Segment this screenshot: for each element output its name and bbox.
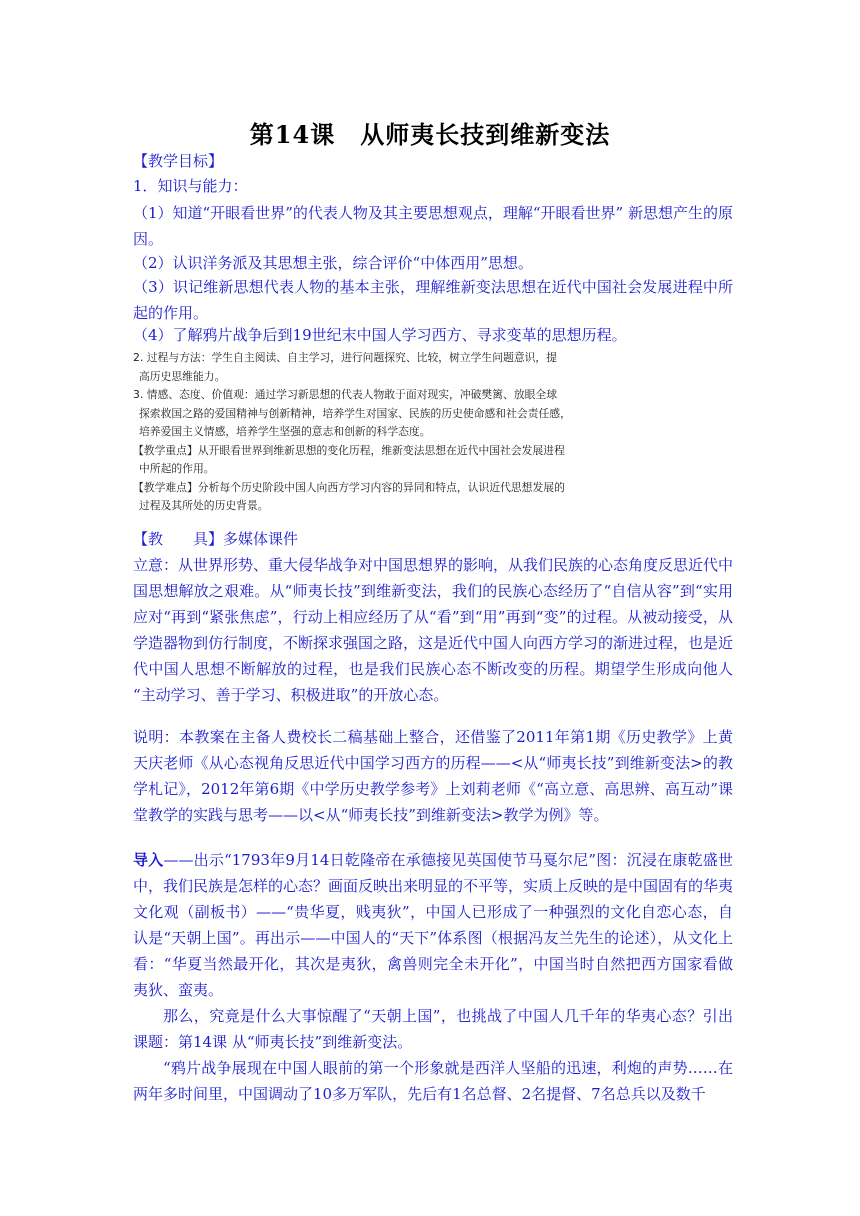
lesson-title: 第14课 从师夷长技到维新变法	[249, 120, 611, 149]
embedded-line: 【教学难点】分析每个历史阶段中国人向西方学习内容的异同和特点，认识近代思想发展的	[133, 480, 565, 494]
intro-label: 导入	[133, 851, 164, 869]
objectives-heading: 【教学目标】	[133, 152, 224, 170]
intro-text: ——出示“1793年9月14日乾隆帝在承德接见英国使节马戛尔尼”图：沉浸在康乾盛世中，我们民族是怎样的心态？画面反映出来明显的不平等，实质上反映的是中国固有的华夷文化观（副板书）——“贵华夏，贱夷狄”，中国人已形成了一种强烈的文化自恋心态，自认是“天朝上国”。再出示——中国人的“天下”体系图（根据冯友兰先生的论述），从文化上看：“华夏当然最开化，其次是夷狄，禽兽则完全未开化”，中国当时自然把西方国家看做夷狄、蛮夷。	[133, 851, 734, 999]
goal-4: （4）了解鸦片战争后到19世纪末中国人学习西方、寻求变革的思想历程。	[133, 326, 627, 344]
embedded-line: 探索救国之路的爱国精神与创新精神，培养学生对国家、民族的历史使命感和社会责任感，	[139, 406, 571, 420]
intent-paragraph: 立意：从世界形势、重大侵华战争对中国思想界的影响，从我们民族的心态角度反思近代中国思想解放之艰难。从“师夷长技”到维新变法，我们的民族心态经历了“自信从容”到“实用应对“再到“紧张焦虑”，行动上相应经历了从“看”到“用”再到“变”的过程。从被动接受，从学造器物到仿行制度，不断探求强国之路，这是近代中国人向西方学习的渐进过程，也是近代中国人思想不断解放的过程，也是我们民族心态不断改变的历程。期望学生形成向他人 “主动学习、善于学习、积极进取”的开放心态。	[133, 556, 734, 704]
tools-line: 【教 具】多媒体课件	[133, 530, 299, 548]
quote-paragraph: “鸦片战争展现在中国人眼前的第一个形象就是西洋人坚船的迅速，利炮的声势……在两年多时间里，中国调动了10多万军队，先后有1名总督、2名提督、7名总兵以及数千	[133, 1059, 733, 1103]
embedded-line: 2. 过程与方法：学生自主阅读、自主学习，进行问题探究、比较，树立学生问题意识，提	[133, 351, 558, 364]
embedded-line: 中所起的作用。	[139, 462, 215, 475]
embedded-line: 培养爱国主义情感，培养学生坚强的意志和创新的科学态度。	[139, 425, 431, 438]
note-paragraph: 说明：本教案在主备人费校长二稿基础上整合，还借鉴了2011年第1期《历史教学》上黄天庆老师《从心态视角反思近代中国学习西方的历程——<从“师夷长技”到维新变法>的教学札记》，2012年第6期《中学历史教学参考》上刘莉老师《“高立意、高思辨、高互动”课堂教学的实践与思考——以<从“师夷长技”到维新变法>教学为例》等。	[133, 728, 733, 824]
goal-1: （1）知道“开眼看世界”的代表人物及其主要思想观点，理解“开眼看世界” 新思想产生的原因。	[133, 204, 733, 248]
intro-paragraph	[133, 847, 733, 1003]
embedded-line: 高历史思维能力。	[139, 369, 226, 383]
goal-3: （3）识记维新思想代表人物的基本主张，理解维新变法思想在近代中国社会发展进程中所起的作用。	[133, 278, 733, 322]
knowledge-heading: 1．知识与能力：	[133, 177, 248, 195]
question-paragraph: 那么，究竟是什么大事惊醒了“天朝上国”，也挑战了中国人几千年的华夷心态？引出课题：第14课 从“师夷长技”到维新变法。	[133, 1007, 733, 1051]
embedded-line: 【教学重点】从开眼看世界到维新思想的变化历程，维新变法思想在近代中国社会发展进程	[133, 443, 565, 457]
embedded-line: 过程及其所处的历史背景。	[139, 499, 269, 512]
embedded-text-image	[133, 349, 603, 516]
embedded-line: 3. 情感、态度、价值观：通过学习新思想的代表人物敢于面对现实，冲破樊篱、放眼全球	[133, 388, 558, 401]
goal-2: （2）认识洋务派及其思想主张，综合评价“中体西用”思想。	[133, 254, 533, 272]
